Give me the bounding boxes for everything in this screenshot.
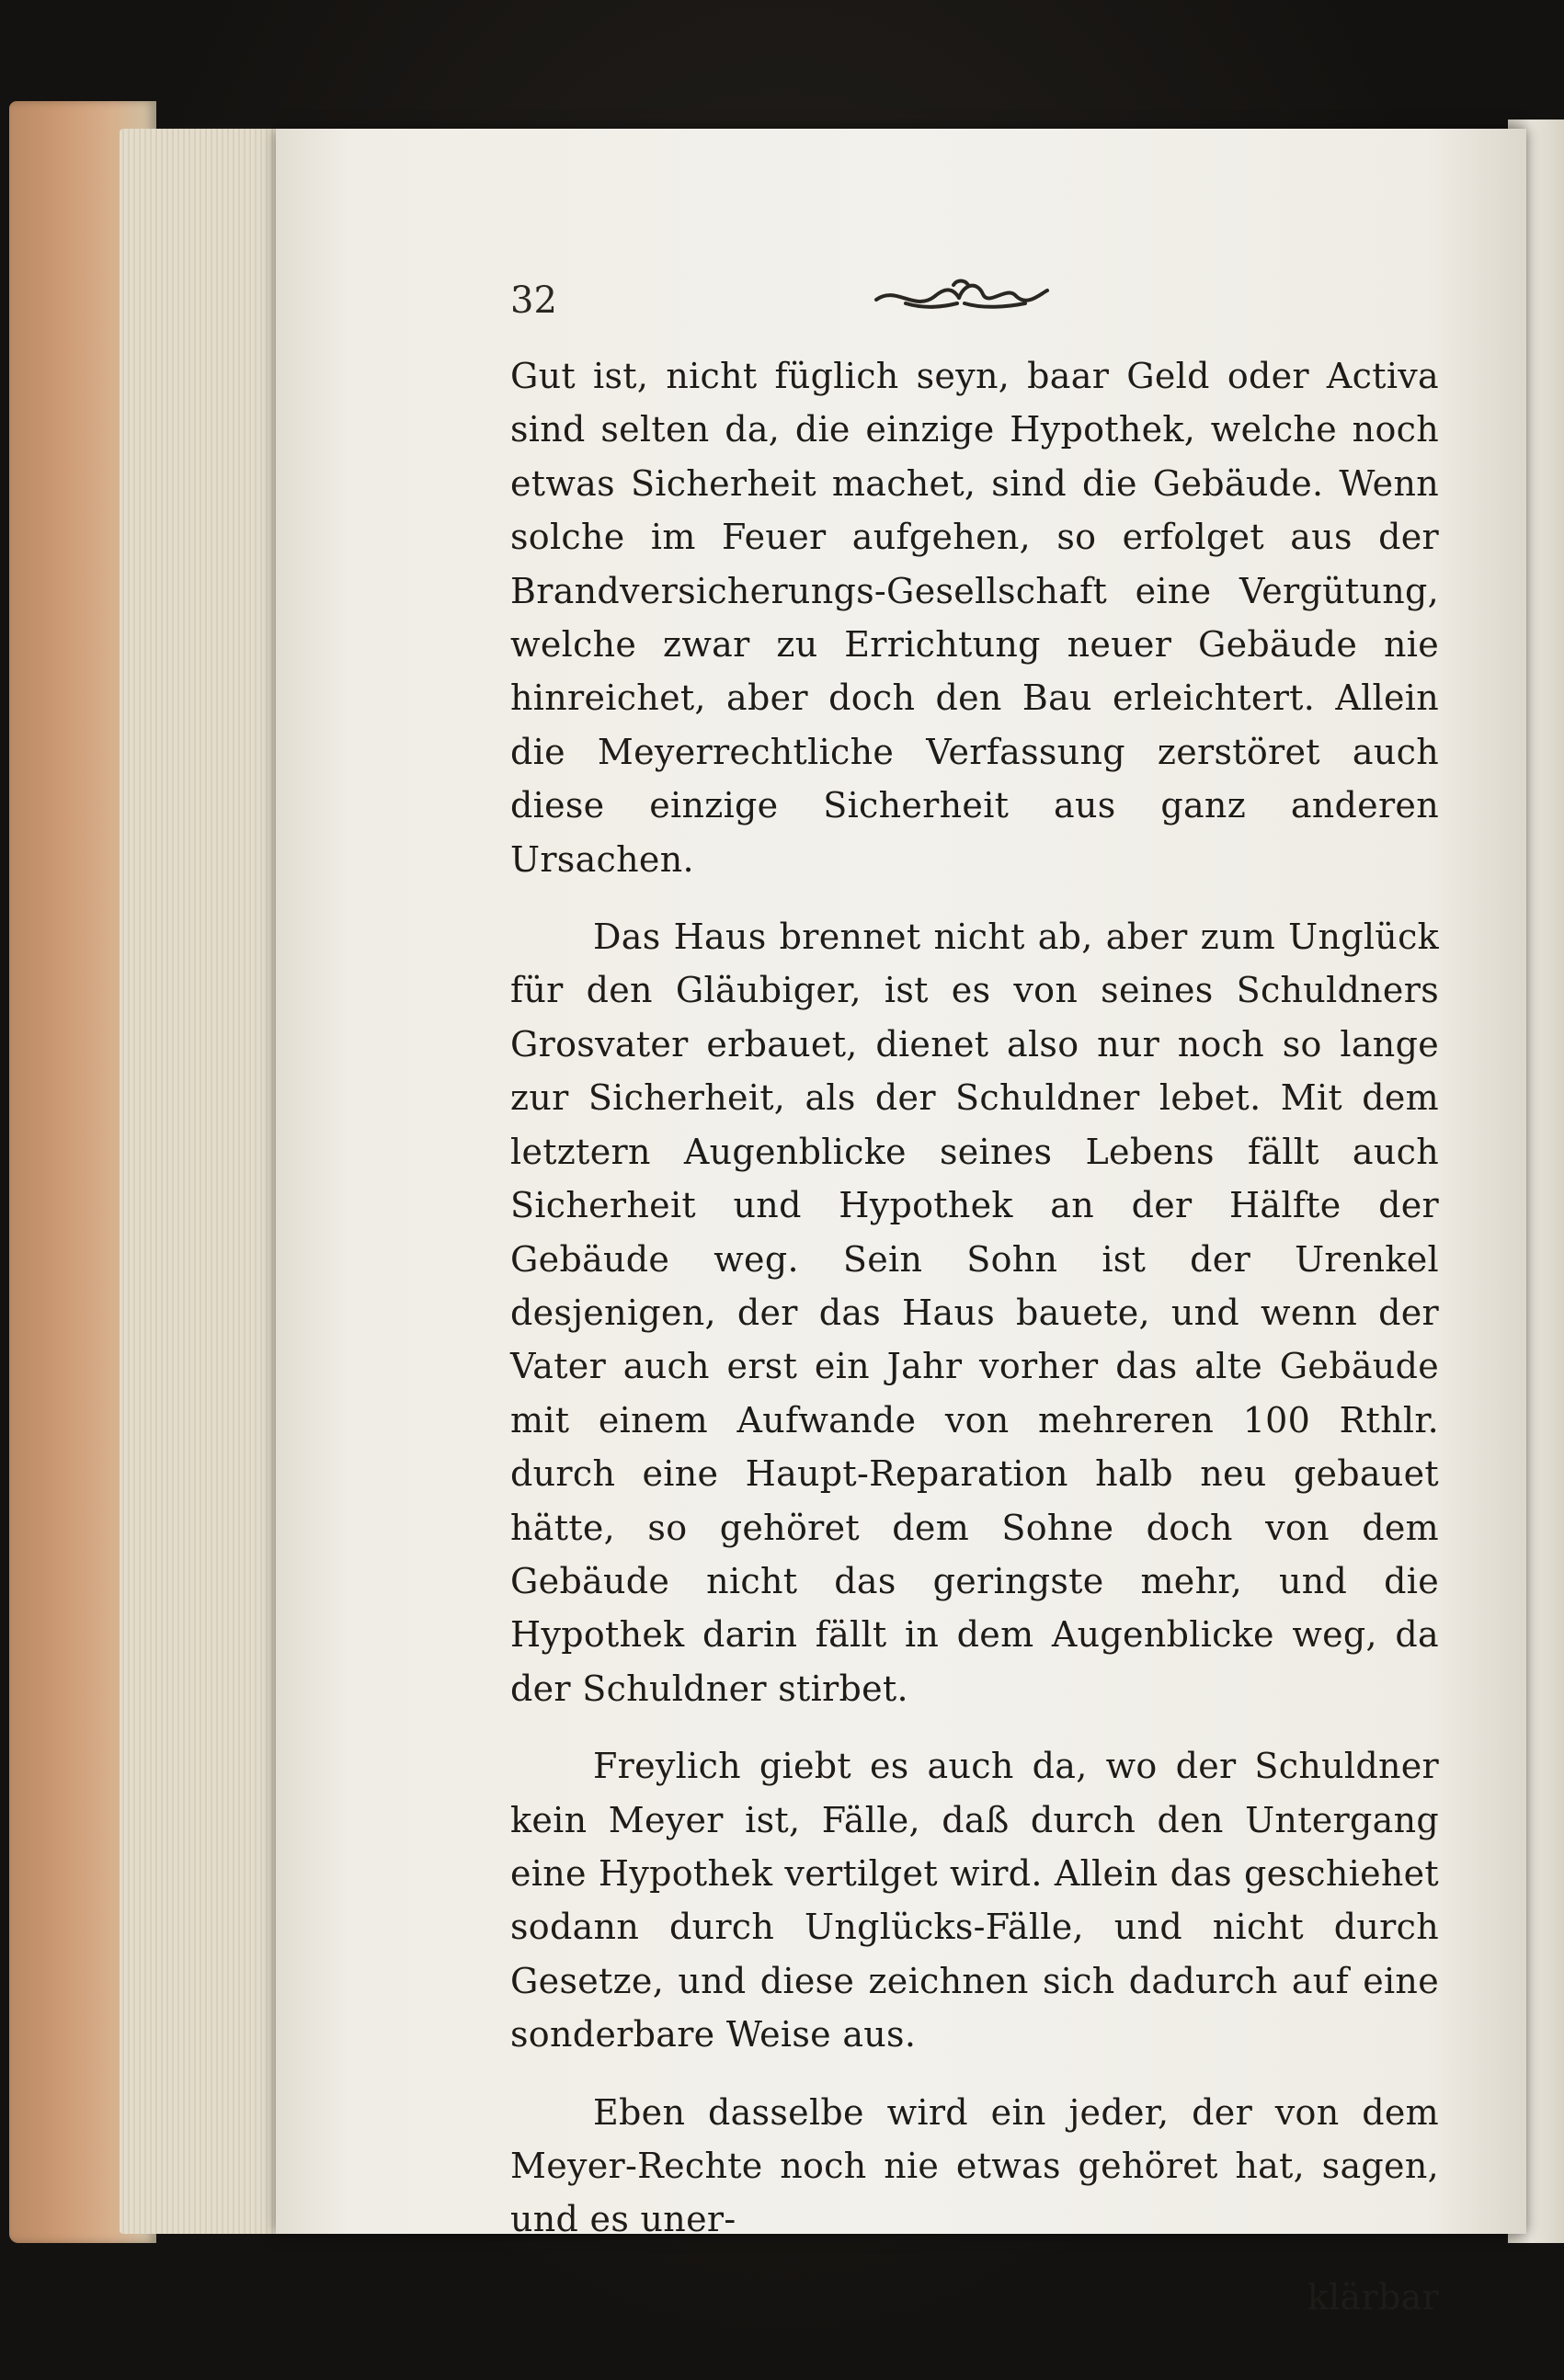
catchword: klärbar xyxy=(1307,2276,1439,2317)
paragraph: Eben dasselbe wird ein jeder, der von dem Meyer-Rechte noch nie etwas gehöret hat, sagen, und es uner- xyxy=(510,2091,1439,2240)
fleuron-ornament-icon xyxy=(869,276,1053,318)
paragraph: Freylich giebt es auch da, wo der Schuldner kein Meyer ist, Fälle, daß durch den Untergang eine Hypothek vertilget wird. Allein das geschiehet sodann durch Unglücks-Fälle, und nicht durch Gesetze, und diese zeichnen sich dadurch auf eine sonderbare Weise aus. xyxy=(510,1746,1439,2055)
page-number: 32 xyxy=(510,279,557,322)
paragraph: Gut ist, nicht füglich seyn, baar Geld oder Activa sind selten da, die einzige Hypothek, welche noch etwas Sicherheit machet, sind die Gebäude. Wenn solche im Feuer aufgehen, so erfolget aus der Brandversicherungs-Gesellschaft eine Vergütung, welche zwar zu Errichtung neuer Gebäude nie hinreichet, aber doch den Bau erleichtert. Allein die Meyerrechtliche Verfassung zerstöret auch diese einzige Sicherheit aus ganz anderen Ursachen. xyxy=(510,356,1439,880)
paragraph: Das Haus brennet nicht ab, aber zum Unglück für den Gläubiger, ist es von seines Schuldners Grosvater erbauet, dienet also nur noch so lange zur Sicherheit, als der Schuldner lebet. Mit dem letztern Augenblicke seines Lebens fällt auch Sicherheit und Hypothek an der Hälfte der Gebäude weg. Sein Sohn ist der Urenkel desjenigen, der das Haus bauete, und wenn der Vater auch erst ein Jahr vorher das alte Gebäude mit einem Aufwande von mehreren 100 Rthlr. durch eine Haupt-Reparation halb neu gebauet hätte, so gehöret dem Sohne doch von dem Gebäude nicht das geringste mehr, und die Hypothek darin fällt in dem Augenblicke weg, da der Schuldner stirbet. xyxy=(510,917,1439,1709)
page-body-text xyxy=(510,349,1439,2324)
page-header xyxy=(510,276,1439,331)
